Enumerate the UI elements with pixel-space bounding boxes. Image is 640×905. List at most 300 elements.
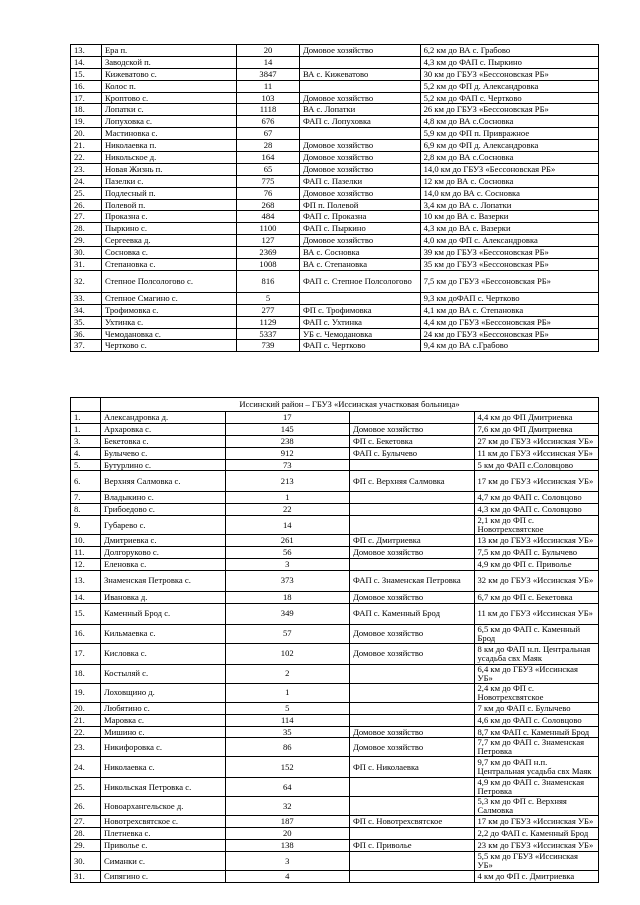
row-number: 22. [71, 152, 102, 164]
population: 17 [225, 412, 350, 424]
population: 1129 [237, 316, 300, 328]
medical-facility: Домовое хозяйство [299, 45, 420, 57]
settlement-name: Кроптово с. [101, 92, 236, 104]
distance: 24 км до ГБУЗ «Бессоновская РБ» [420, 328, 598, 340]
medical-facility: Домовое хозяйство [350, 591, 475, 603]
table-row [71, 412, 599, 424]
row-number: 3. [71, 435, 101, 447]
settlement-name: Дмитриевка с. [101, 535, 226, 547]
distance: 4,1 км до ВА с. Степановка [420, 304, 598, 316]
settlement-name: Новоархангельское д. [101, 797, 226, 816]
table-row [71, 328, 599, 340]
medical-facility [350, 516, 475, 535]
table-row [71, 624, 599, 643]
table-row [71, 516, 599, 535]
medical-facility: ФАП с. Проказна [299, 211, 420, 223]
table-row [71, 45, 599, 57]
population: 187 [225, 816, 350, 828]
row-number: 14. [71, 56, 102, 68]
distance: 4,3 км до ФАП с. Пыркино [420, 56, 598, 68]
settlement-name: Булычево с. [101, 447, 226, 459]
medical-facility: ФАП с. Ухтинка [299, 316, 420, 328]
distance: 23 км до ГБУЗ «Иссинская УБ» [474, 840, 599, 852]
row-number: 21. [71, 714, 101, 726]
row-number: 20. [71, 702, 101, 714]
row-number: 1. [71, 412, 101, 424]
distance: 17 км до ГБУЗ «Иссинская УБ» [474, 471, 599, 492]
settlement-name: Еленовка с. [101, 559, 226, 571]
medical-facility: ВА с. Сосновка [299, 247, 420, 259]
medical-facility [299, 56, 420, 68]
row-number: 30. [71, 852, 101, 871]
distance: 4,6 км до ФАП с. Соловцово [474, 714, 599, 726]
row-number: 36. [71, 328, 102, 340]
distance: 11 км до ГБУЗ «Иссинская УБ» [474, 603, 599, 624]
table-row [71, 852, 599, 871]
table-row [71, 423, 599, 435]
table-row [71, 683, 599, 702]
population: 238 [225, 435, 350, 447]
settlement-name: Подлесный п. [101, 187, 236, 199]
settlement-name: Костыляй с. [101, 664, 226, 683]
settlement-name: Ера п. [101, 45, 236, 57]
bessonovsky-table [70, 44, 599, 352]
settlement-name: Сипягино с. [101, 871, 226, 883]
row-number: 13. [71, 570, 101, 591]
row-number: 23. [71, 163, 102, 175]
distance: 7,5 км до ГБУЗ «Бессоновская РБ» [420, 270, 598, 292]
table-row [71, 871, 599, 883]
distance: 12 км до ВА с. Сосновка [420, 175, 598, 187]
table-row [71, 259, 599, 271]
settlement-name: Чертково с. [101, 340, 236, 352]
population: 56 [225, 547, 350, 559]
medical-facility: ФП с. Приволье [350, 840, 475, 852]
row-number: 37. [71, 340, 102, 352]
distance: 27 км до ГБУЗ «Иссинская УБ» [474, 435, 599, 447]
population: 277 [237, 304, 300, 316]
medical-facility: ФАП с. Знаменская Петровка [350, 570, 475, 591]
row-number: 13. [71, 45, 102, 57]
distance: 26 км до ГБУЗ «Бессоновская РБ» [420, 104, 598, 116]
distance: 4,9 км до ФП с. Приволье [474, 559, 599, 571]
distance: 5,9 км до ФП п. Привражное [420, 128, 598, 140]
distance: 4,8 км до ВА с.Сосновка [420, 116, 598, 128]
table-row [71, 738, 599, 757]
population: 86 [225, 738, 350, 757]
medical-facility: Домовое хозяйство [299, 163, 420, 175]
medical-facility [350, 412, 475, 424]
medical-facility [350, 664, 475, 683]
table-row [71, 235, 599, 247]
medical-facility [350, 828, 475, 840]
table-row [71, 128, 599, 140]
population: 138 [225, 840, 350, 852]
medical-facility [350, 778, 475, 797]
row-number: 25. [71, 778, 101, 797]
row-number: 21. [71, 140, 102, 152]
medical-facility: ФП с. Дмитриевка [350, 535, 475, 547]
medical-facility: ФП с. Николаевка [350, 757, 475, 778]
population: 102 [225, 643, 350, 664]
row-number: 30. [71, 247, 102, 259]
settlement-name: Кисловка с. [101, 643, 226, 664]
medical-facility: ВА с. Лопатки [299, 104, 420, 116]
population: 2369 [237, 247, 300, 259]
row-number: 20. [71, 128, 102, 140]
row-number: 22. [71, 726, 101, 738]
table-row [71, 492, 599, 504]
population: 1100 [237, 223, 300, 235]
distance: 8,7 км ФАП с. Каменный Брод [474, 726, 599, 738]
row-number: 9. [71, 516, 101, 535]
medical-facility: ФП п. Полевой [299, 199, 420, 211]
medical-facility: Домовое хозяйство [350, 423, 475, 435]
row-number: 17. [71, 92, 102, 104]
row-number: 15. [71, 603, 101, 624]
medical-facility: Домовое хозяйство [299, 187, 420, 199]
population: 5 [237, 292, 300, 304]
population: 5 [225, 702, 350, 714]
medical-facility [350, 871, 475, 883]
table-row [71, 152, 599, 164]
distance: 10 км до ВА с. Вазерки [420, 211, 598, 223]
settlement-name: Полевой п. [101, 199, 236, 211]
row-number: 17. [71, 643, 101, 664]
medical-facility: Домовое хозяйство [350, 726, 475, 738]
medical-facility: ФП с. Верхняя Салмовка [350, 471, 475, 492]
distance: 32 км до ГБУЗ «Иссинская УБ» [474, 570, 599, 591]
medical-facility: Домовое хозяйство [299, 235, 420, 247]
population: 18 [225, 591, 350, 603]
table-row [71, 247, 599, 259]
table-row [71, 56, 599, 68]
row-number: 35. [71, 316, 102, 328]
medical-facility [350, 714, 475, 726]
population: 145 [225, 423, 350, 435]
row-number: 5. [71, 459, 101, 471]
population: 64 [225, 778, 350, 797]
row-number: 1. [71, 423, 101, 435]
settlement-name: Николаевка п. [101, 140, 236, 152]
issinsky-table [70, 397, 599, 883]
distance: 4,9 км до ФАП с. Знаменская Петровка [474, 778, 599, 797]
medical-facility [299, 292, 420, 304]
table-row [71, 316, 599, 328]
distance: 4,4 км до ФП Дмитриевка [474, 412, 599, 424]
distance: 30 км до ГБУЗ «Бессоновская РБ» [420, 68, 598, 80]
population: 484 [237, 211, 300, 223]
population: 1 [225, 683, 350, 702]
settlement-name: Грибоедово с. [101, 504, 226, 516]
settlement-name: Заводской п. [101, 56, 236, 68]
population: 152 [225, 757, 350, 778]
row-number: 26. [71, 199, 102, 211]
table-row [71, 778, 599, 797]
row-number: 16. [71, 624, 101, 643]
population: 103 [237, 92, 300, 104]
medical-facility [350, 559, 475, 571]
medical-facility: Домовое хозяйство [299, 152, 420, 164]
distance: 2,4 км до ФП с. Новотрехсвятское [474, 683, 599, 702]
population: 28 [237, 140, 300, 152]
medical-facility: ФП с. Новотрехсвятское [350, 816, 475, 828]
table-row [71, 187, 599, 199]
medical-facility [350, 683, 475, 702]
table-row [71, 459, 599, 471]
population: 20 [237, 45, 300, 57]
row-number: 27. [71, 211, 102, 223]
row-number: 23. [71, 738, 101, 757]
population: 213 [225, 471, 350, 492]
row-number: 27. [71, 816, 101, 828]
settlement-name: Лопуховка с. [101, 116, 236, 128]
settlement-name: Степное Полсологово с. [101, 270, 236, 292]
settlement-name: Ивановка д. [101, 591, 226, 603]
table-row [71, 535, 599, 547]
medical-facility: ФП с. Трофимовка [299, 304, 420, 316]
settlement-name: Чемодановка с. [101, 328, 236, 340]
table-row [71, 797, 599, 816]
distance: 11 км до ГБУЗ «Иссинская УБ» [474, 447, 599, 459]
table-row [71, 270, 599, 292]
settlement-name: Новотрехсвятское с. [101, 816, 226, 828]
table-row [71, 816, 599, 828]
distance: 7 км до ФАП с. Булычево [474, 702, 599, 714]
population: 11 [237, 80, 300, 92]
row-number: 31. [71, 259, 102, 271]
row-number: 18. [71, 104, 102, 116]
settlement-name: Бутурлино с. [101, 459, 226, 471]
row-number: 28. [71, 223, 102, 235]
distance: 17 км до ГБУЗ «Иссинская УБ» [474, 816, 599, 828]
settlement-name: Каменный Брод с. [101, 603, 226, 624]
settlement-name: Николаевка с. [101, 757, 226, 778]
settlement-name: Кильмаевка с. [101, 624, 226, 643]
table-row [71, 140, 599, 152]
medical-facility [299, 80, 420, 92]
settlement-name: Степановка с. [101, 259, 236, 271]
distance: 5,3 км до ФП с. Верхняя Салмовка [474, 797, 599, 816]
table-row [71, 840, 599, 852]
medical-facility [350, 492, 475, 504]
row-number: 18. [71, 664, 101, 683]
table-row [71, 435, 599, 447]
distance: 7,7 км до ФАП с. Знаменская Петровка [474, 738, 599, 757]
population: 164 [237, 152, 300, 164]
population: 3 [225, 852, 350, 871]
table-row [71, 702, 599, 714]
population: 676 [237, 116, 300, 128]
settlement-name: Любятино с. [101, 702, 226, 714]
table-row [71, 104, 599, 116]
settlement-name: Маровка с. [101, 714, 226, 726]
medical-facility: Домовое хозяйство [350, 547, 475, 559]
settlement-name: Симанки с. [101, 852, 226, 871]
row-number: 26. [71, 797, 101, 816]
table-row [71, 80, 599, 92]
population: 20 [225, 828, 350, 840]
table-row [71, 211, 599, 223]
settlement-name: Долгоруково с. [101, 547, 226, 559]
settlement-name: Мишино с. [101, 726, 226, 738]
settlement-name: Никольская Петровка с. [101, 778, 226, 797]
distance: 6,7 км до ФП с. Бекетовка [474, 591, 599, 603]
distance: 2,1 км до ФП с. Новотрехсвятское [474, 516, 599, 535]
row-number: 19. [71, 683, 101, 702]
population: 261 [225, 535, 350, 547]
settlement-name: Новая Жизнь п. [101, 163, 236, 175]
table-row [71, 68, 599, 80]
row-number: 6. [71, 471, 101, 492]
medical-facility: ФАП с. Лопуховка [299, 116, 420, 128]
distance: 6,9 км до ФП д. Александровка [420, 140, 598, 152]
row-number: 29. [71, 840, 101, 852]
settlement-name: Губарево с. [101, 516, 226, 535]
population: 67 [237, 128, 300, 140]
distance: 5 км до ФАП с.Соловцово [474, 459, 599, 471]
settlement-name: Пыркино с. [101, 223, 236, 235]
table-row [71, 223, 599, 235]
population: 76 [237, 187, 300, 199]
medical-facility: Домовое хозяйство [350, 624, 475, 643]
distance: 5,5 км до ГБУЗ «Иссинская УБ» [474, 852, 599, 871]
settlement-name: Проказна с. [101, 211, 236, 223]
population: 775 [237, 175, 300, 187]
table-row [71, 643, 599, 664]
distance: 6,5 км до ФАП с. Каменный Брод [474, 624, 599, 643]
population: 1118 [237, 104, 300, 116]
row-number: 8. [71, 504, 101, 516]
distance: 4 км до ФП с. Дмитриевка [474, 871, 599, 883]
distance: 4,4 км до ГБУЗ «Бессоновская РБ» [420, 316, 598, 328]
settlement-name: Приволье с. [101, 840, 226, 852]
table-row [71, 471, 599, 492]
distance: 2,8 км до ВА с.Сосновка [420, 152, 598, 164]
distance: 6,2 км до ВА с. Грабово [420, 45, 598, 57]
settlement-name: Верхняя Салмовка с. [101, 471, 226, 492]
settlement-name: Никольское д. [101, 152, 236, 164]
distance: 5,2 км до ФП д. Александровка [420, 80, 598, 92]
medical-facility: ВА с. Кижеватово [299, 68, 420, 80]
settlement-name: Лоховщино д. [101, 683, 226, 702]
row-number: 11. [71, 547, 101, 559]
table-row [71, 116, 599, 128]
population: 57 [225, 624, 350, 643]
row-number: 10. [71, 535, 101, 547]
settlement-name: Кижеватово с. [101, 68, 236, 80]
medical-facility [350, 797, 475, 816]
row-number: 24. [71, 757, 101, 778]
settlement-name: Пазелки с. [101, 175, 236, 187]
row-number: 32. [71, 270, 102, 292]
row-number: 16. [71, 80, 102, 92]
district-title: Иссинский район – ГБУЗ «Иссинская участковая больница» [101, 398, 599, 412]
medical-facility [350, 459, 475, 471]
population: 4 [225, 871, 350, 883]
distance: 13 км до ГБУЗ «Иссинская УБ» [474, 535, 599, 547]
distance: 7,5 км до ФАП с. Булычево [474, 547, 599, 559]
population: 73 [225, 459, 350, 471]
table-row [71, 304, 599, 316]
table-row [71, 92, 599, 104]
row-number: 34. [71, 304, 102, 316]
population: 912 [225, 447, 350, 459]
population: 127 [237, 235, 300, 247]
population: 739 [237, 340, 300, 352]
medical-facility: ФАП с. Степное Полсологово [299, 270, 420, 292]
settlement-name: Плетневка с. [101, 828, 226, 840]
table-row [71, 447, 599, 459]
row-number: 28. [71, 828, 101, 840]
table-row [71, 163, 599, 175]
distance: 4,7 км до ФАП с. Соловцово [474, 492, 599, 504]
population: 114 [225, 714, 350, 726]
distance: 4,0 км до ФП с. Александровка [420, 235, 598, 247]
medical-facility: ФАП с. Булычево [350, 447, 475, 459]
row-number: 7. [71, 492, 101, 504]
row-number: 24. [71, 175, 102, 187]
population: 3 [225, 559, 350, 571]
distance: 9,3 км доФАП с. Чертково [420, 292, 598, 304]
distance: 9,7 км до ФАП н.п. Центральная усадьба свх Маяк [474, 757, 599, 778]
settlement-name: Александровка д. [101, 412, 226, 424]
settlement-name: Никифоровка с. [101, 738, 226, 757]
medical-facility [350, 504, 475, 516]
population: 14 [225, 516, 350, 535]
population: 14 [237, 56, 300, 68]
table-row [71, 504, 599, 516]
settlement-name: Ухтинка с. [101, 316, 236, 328]
settlement-name: Сосновка с. [101, 247, 236, 259]
population: 32 [225, 797, 350, 816]
population: 268 [237, 199, 300, 211]
title-spacer-cell [71, 398, 101, 412]
medical-facility: ФАП с. Каменный Брод [350, 603, 475, 624]
table-row [71, 340, 599, 352]
row-number: 12. [71, 559, 101, 571]
distance: 9,4 км до ВА с.Грабово [420, 340, 598, 352]
distance: 14,0 км до ГБУЗ «Бессоновская РБ» [420, 163, 598, 175]
distance: 5,2 км до ФАП с. Чертково [420, 92, 598, 104]
medical-facility [350, 702, 475, 714]
row-number: 4. [71, 447, 101, 459]
settlement-name: Степное Смагино с. [101, 292, 236, 304]
distance: 4,3 км до ФАП с. Соловцово [474, 504, 599, 516]
settlement-name: Знаменская Петровка с. [101, 570, 226, 591]
row-number: 14. [71, 591, 101, 603]
table-row [71, 757, 599, 778]
table-row [71, 714, 599, 726]
distance: 7,6 км до ФП Дмитриевка [474, 423, 599, 435]
distance: 8 км до ФАП н.п. Центральная усадьба свх Маяк [474, 643, 599, 664]
row-number: 19. [71, 116, 102, 128]
population: 22 [225, 504, 350, 516]
population: 1 [225, 492, 350, 504]
population: 1008 [237, 259, 300, 271]
population: 2 [225, 664, 350, 683]
table-row [71, 292, 599, 304]
population: 816 [237, 270, 300, 292]
medical-facility: ВА с. Степановка [299, 259, 420, 271]
table-row [71, 591, 599, 603]
medical-facility: Домовое хозяйство [299, 92, 420, 104]
table-row [71, 726, 599, 738]
settlement-name: Бекетовка с. [101, 435, 226, 447]
medical-facility [350, 852, 475, 871]
distance: 2,2 до ФАП с. Каменный Брод [474, 828, 599, 840]
table-row [71, 603, 599, 624]
